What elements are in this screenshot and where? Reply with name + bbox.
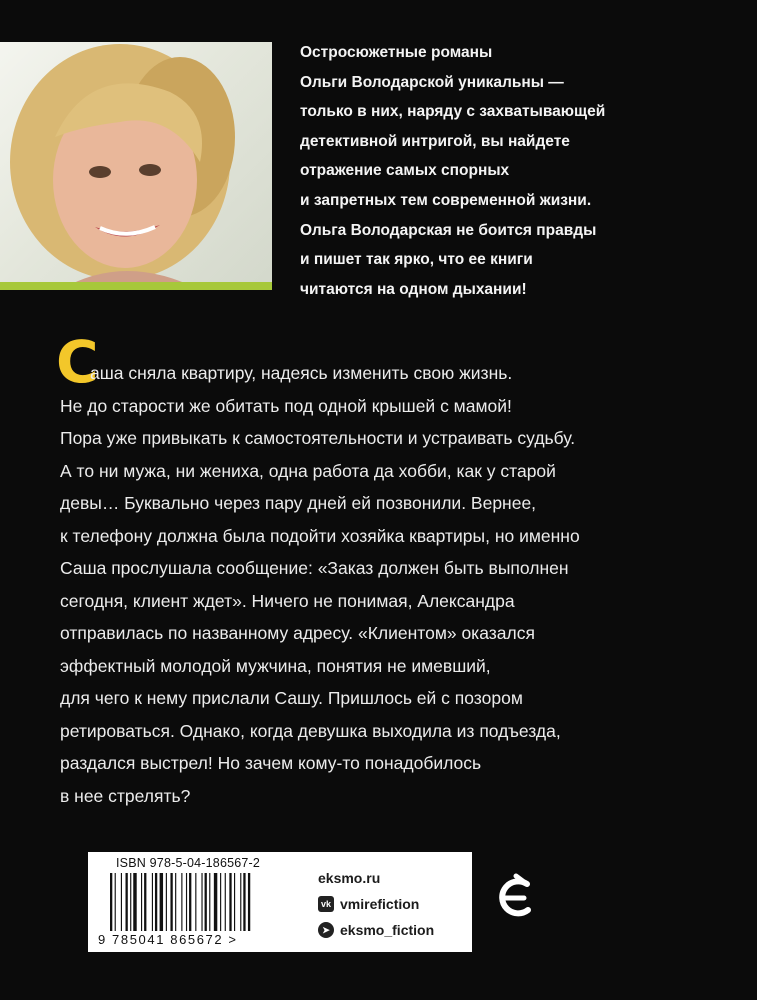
annotation-line: к телефону должна была подойти хозяйка квартиры, но именно: [60, 525, 580, 546]
annotation-line: Пора уже привыкать к самостоятельности и устраивать судьбу.: [60, 428, 576, 448]
annotation-line: Не до старости же обитать под одной крышей с мамой!: [60, 395, 512, 416]
author-bio: [300, 38, 720, 304]
annotation-line: сегодня, клиент ждет». Ничего не понимая, Александра: [60, 590, 515, 611]
telegram-link-text: eksmo_fiction: [340, 922, 435, 938]
bio-line: Ольги Володарской уникальны —: [300, 73, 564, 91]
annotation-line: для чего к нему прислали Сашу. Пришлось ей с позором: [60, 688, 523, 708]
bio-line: и запретных тем современной жизни.: [300, 191, 592, 209]
drop-cap-letter: С: [56, 328, 99, 396]
barcode-digits: 9 785041 865672 >: [98, 932, 238, 947]
annotation-line: раздался выстрел! Но зачем кому-то понадобилось: [60, 753, 482, 773]
website-link[interactable]: [318, 868, 380, 888]
annotation-line: аша сняла квартиру, надеясь изменить свою жизнь.: [90, 363, 513, 383]
barcode-bars: [110, 873, 286, 931]
vk-icon: vk: [318, 896, 334, 912]
telegram-icon: ➤: [318, 922, 334, 938]
bio-line: только в них, наряду с захватывающей: [300, 103, 606, 121]
annotation-line: в нее стрелять?: [60, 785, 191, 806]
author-portrait: [0, 42, 272, 290]
telegram-link[interactable]: [318, 920, 434, 940]
author-photo: [0, 42, 272, 290]
book-annotation: [60, 357, 700, 812]
bio-line: Ольга Володарская не боится правды: [300, 221, 597, 239]
vk-link-text: vmirefiction: [340, 896, 420, 912]
barcode-panel: [88, 852, 302, 952]
bio-line: Остросюжетные романы: [300, 44, 493, 61]
annotation-line: отправилась по названному адресу. «Клиентом» оказался: [60, 623, 535, 643]
website-link-text: eksmo.ru: [318, 870, 381, 886]
annotation-line: эффектный молодой мужчина, понятия не имевший,: [60, 655, 491, 676]
bio-line: и пишет так ярко, что ее книги: [300, 251, 533, 269]
eksmo-logo-icon: [494, 872, 534, 924]
bio-line: детективной интригой, вы найдете: [300, 132, 570, 150]
annotation-line: девы… Буквально через пару дней ей позвонили. Вернее,: [60, 493, 537, 513]
isbn-number: ISBN 978-5-04-186567-2: [116, 856, 261, 870]
annotation-line: А то ни мужа, ни жениха, одна работа да хобби, как у старой: [60, 460, 556, 481]
publisher-links: [302, 852, 472, 952]
annotation-line: ретироваться. Однако, когда девушка выходила из подъезда,: [60, 720, 561, 741]
bio-line: отражение самых спорных: [300, 162, 510, 180]
photo-accent-stripe: [0, 282, 272, 290]
annotation-line: Саша прослушала сообщение: «Заказ должен быть выполнен: [60, 558, 569, 578]
bio-line: читаются на одном дыхании!: [300, 280, 527, 298]
vk-link[interactable]: [318, 894, 419, 914]
